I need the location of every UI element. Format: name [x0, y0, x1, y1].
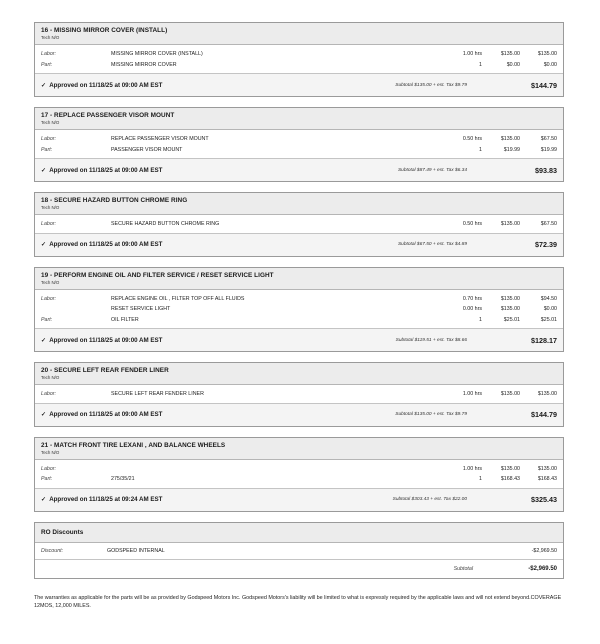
approval-text: Approved on 11/18/25 at 09:00 AM EST — [49, 166, 163, 174]
line-rate: $19.99 — [503, 146, 520, 153]
checkmark-icon: ✓ — [41, 241, 47, 248]
line-rate: $168.43 — [500, 476, 520, 483]
line-rate: $135.00 — [500, 51, 520, 58]
approval-text: Approved on 11/18/25 at 09:00 AM EST — [49, 411, 163, 418]
warranty-text: The warranties as applicable for the parts will be as provided by Godspeed Motors Inc. Godspeed Motors's liability will be limited to what is expressly required by the applicable laws and will not extend beyond.COVERAGE 12MOS, 12,000 MILES. — [34, 595, 562, 609]
line-quantity: 0.00 hrs — [462, 306, 482, 313]
line-description: RESET SERVICE LIGHT — [111, 306, 171, 313]
job-footer — [35, 404, 563, 426]
job-tech: Tech N/O — [41, 449, 60, 455]
approval-text: Approved on 11/18/25 at 09:00 AM EST — [49, 81, 163, 89]
job-tech: Tech N/O — [41, 375, 60, 380]
line-type: Labor: — [41, 295, 57, 302]
line-quantity: 1 — [479, 61, 482, 68]
line-description: REPLACE PASSENGER VISOR MOUNT — [111, 136, 209, 143]
line-amount: $94.50 — [540, 295, 557, 302]
line-quantity: 1.00 hrs — [462, 391, 482, 398]
line-rate: $135.00 — [500, 465, 520, 472]
job-tech: Tech N/O — [41, 35, 60, 40]
line-rate: $135.00 — [500, 136, 520, 143]
discount-subtotal-row — [35, 560, 563, 578]
line-amount: $0.00 — [543, 61, 557, 68]
job-title: 20 - SECURE LEFT REAR FENDER LINER — [41, 367, 169, 374]
line-description: MISSING MIRROR COVER — [111, 61, 177, 68]
line-rate: $135.00 — [500, 221, 520, 228]
job-total: $93.83 — [535, 165, 557, 175]
line-amount: $0.00 — [543, 306, 557, 313]
job-lines — [35, 130, 563, 159]
line-type: Part: — [41, 316, 53, 323]
line-type: Labor: — [41, 221, 57, 228]
approval-status — [41, 241, 271, 248]
job-line-item — [35, 145, 563, 156]
job-lines — [35, 45, 563, 74]
approval-status — [41, 496, 271, 503]
line-description: SECURE LEFT REAR FENDER LINER — [111, 391, 204, 398]
line-amount: $67.50 — [540, 136, 557, 143]
line-type: Labor: — [41, 136, 57, 143]
subtotal-tax: Subtotal $135.00 + est. Tax $9.79 — [395, 412, 467, 417]
line-amount: $25.01 — [540, 316, 557, 323]
job-lines — [35, 290, 563, 330]
job-list — [34, 22, 564, 512]
job-line-item — [35, 134, 563, 145]
line-rate: $25.01 — [503, 316, 520, 323]
approval-text: Approved on 11/18/25 at 09:00 AM EST — [49, 336, 163, 344]
job-title: 19 - PERFORM ENGINE OIL AND FILTER SERVICE / RESET SERVICE LIGHT — [41, 271, 274, 279]
ro-discounts-block — [34, 522, 564, 579]
job-tech: Tech N/O — [41, 120, 60, 125]
approval-status — [41, 337, 271, 344]
approval-status — [41, 167, 271, 174]
job-total: $72.39 — [535, 240, 557, 249]
job-total: $128.17 — [531, 335, 557, 345]
line-amount: $135.00 — [537, 51, 557, 58]
subtotal-tax: Subtotal $135.00 + est. Tax $9.79 — [395, 82, 467, 88]
line-quantity: 0.70 hrs — [462, 295, 482, 302]
line-type: Part: — [41, 476, 53, 483]
line-quantity: 1.00 hrs — [462, 465, 482, 472]
line-description: 275/35/21 — [111, 476, 135, 483]
discount-amount: -$2,969.50 — [531, 547, 557, 554]
discount-type: Discount: — [41, 547, 64, 554]
job-footer — [35, 329, 563, 351]
job-header — [35, 363, 563, 385]
job-header — [35, 438, 563, 460]
approval-status — [41, 411, 271, 418]
job-lines — [35, 385, 563, 404]
approval-status — [41, 82, 271, 89]
job-block — [34, 22, 564, 97]
line-rate: $135.00 — [500, 391, 520, 398]
job-total: $144.79 — [531, 410, 557, 419]
ro-discounts-title: RO Discounts — [35, 523, 563, 543]
job-line-item — [35, 464, 563, 475]
line-description: SECURE HAZARD BUTTON CHROME RING — [111, 221, 220, 228]
subtotal-tax: Subtotal $119.51 + est. Tax $8.66 — [395, 337, 467, 343]
line-type: Part: — [41, 146, 53, 153]
job-footer — [35, 74, 563, 96]
line-description: OIL FILTER — [111, 316, 139, 323]
line-quantity: 0.50 hrs — [462, 136, 482, 143]
checkmark-icon: ✓ — [41, 336, 47, 344]
line-amount: $168.43 — [537, 476, 557, 483]
job-header — [35, 268, 563, 290]
job-total: $144.79 — [531, 80, 557, 90]
line-description: MISSING MIRROR COVER (INSTALL) — [111, 51, 203, 58]
job-footer — [35, 234, 563, 256]
job-line-item — [35, 60, 563, 71]
job-block — [34, 437, 564, 512]
line-quantity: 1.00 hrs — [462, 51, 482, 58]
discount-line — [35, 543, 563, 560]
repair-order-document — [34, 22, 564, 589]
job-line-item — [35, 389, 563, 400]
checkmark-icon: ✓ — [41, 166, 47, 174]
approval-text: Approved on 11/18/25 at 09:24 AM EST — [49, 496, 163, 503]
job-line-item — [35, 294, 563, 305]
line-amount: $135.00 — [537, 391, 557, 398]
job-total: $325.43 — [531, 495, 557, 504]
job-footer — [35, 489, 563, 511]
discount-subtotal-label: Subtotal — [453, 565, 473, 572]
job-title: 17 - REPLACE PASSENGER VISOR MOUNT — [41, 112, 175, 119]
job-title: 16 - MISSING MIRROR COVER (INSTALL) — [41, 27, 168, 34]
line-description: REPLACE ENGINE OIL , FILTER TOP OFF ALL FLUIDS — [111, 295, 245, 302]
job-line-item — [35, 304, 563, 315]
checkmark-icon: ✓ — [41, 81, 47, 89]
job-tech: Tech N/O — [41, 205, 60, 210]
job-line-item — [35, 315, 563, 326]
job-title: 21 - MATCH FRONT TIRE LEXANI , AND BALANCE WHEELS — [41, 441, 226, 449]
line-quantity: 1 — [479, 316, 482, 323]
line-type: Labor: — [41, 391, 57, 398]
checkmark-icon: ✓ — [41, 411, 47, 418]
discount-description: GODSPEED INTERNAL — [107, 547, 165, 554]
line-rate: $135.00 — [500, 306, 520, 313]
job-header — [35, 108, 563, 130]
job-block — [34, 362, 564, 427]
discount-subtotal-amount: -$2,969.50 — [528, 565, 557, 572]
line-rate: $135.00 — [500, 295, 520, 302]
job-lines — [35, 215, 563, 234]
job-tech: Tech N/O — [41, 279, 60, 285]
checkmark-icon: ✓ — [41, 496, 47, 503]
job-line-item — [35, 49, 563, 60]
line-amount: $135.00 — [537, 465, 557, 472]
job-line-item — [35, 219, 563, 230]
job-header — [35, 193, 563, 215]
line-amount: $19.99 — [540, 146, 557, 153]
line-type: Labor: — [41, 465, 57, 472]
job-block — [34, 192, 564, 257]
job-header — [35, 23, 563, 45]
line-type: Part: — [41, 61, 53, 68]
subtotal-tax: Subtotal $67.50 + est. Tax $4.89 — [397, 242, 467, 247]
line-type: Labor: — [41, 51, 57, 58]
job-lines — [35, 460, 563, 489]
line-amount: $67.50 — [540, 221, 557, 228]
line-quantity: 0.50 hrs — [462, 221, 482, 228]
line-rate: $0.00 — [506, 61, 520, 68]
job-block — [34, 267, 564, 353]
line-quantity: 1 — [479, 476, 482, 483]
job-line-item — [35, 474, 563, 485]
job-block — [34, 107, 564, 182]
job-title: 18 - SECURE HAZARD BUTTON CHROME RING — [41, 197, 188, 204]
subtotal-tax: Subtotal $303.43 + est. Tax $22.00 — [392, 497, 467, 502]
approval-text: Approved on 11/18/25 at 09:00 AM EST — [49, 241, 163, 248]
subtotal-tax: Subtotal $87.49 + est. Tax $6.34 — [397, 167, 467, 173]
line-description: PASSENGER VISOR MOUNT — [111, 146, 183, 153]
job-footer — [35, 159, 563, 181]
line-quantity: 1 — [479, 146, 482, 153]
